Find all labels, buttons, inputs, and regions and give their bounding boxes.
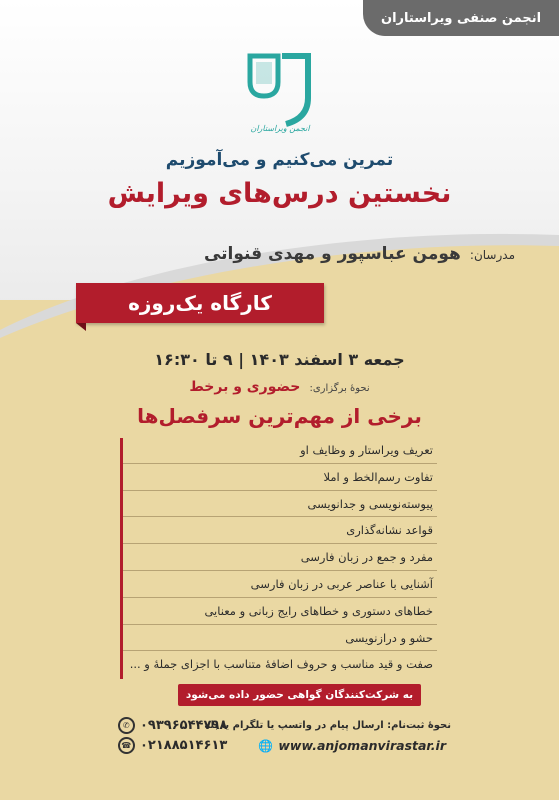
registration-info: نحوهٔ ثبت‌نام: ارسال پیام در واتسپ یا تلگرام یا بله bbox=[204, 720, 451, 731]
topic-divider bbox=[123, 543, 437, 544]
topic-text: مفرد و جمع در زبان فارسی bbox=[300, 550, 433, 565]
topic-text: آشنایی با عناصر عربی در زبان فارسی bbox=[250, 576, 433, 591]
topic-divider bbox=[123, 650, 437, 651]
mode-label: نحوهٔ برگزاری: bbox=[309, 383, 370, 394]
certificate-notice: به شرکت‌کنندگان گواهی حضور داده می‌شود bbox=[178, 684, 421, 706]
teachers-names: هومن عباسپور و مهدی قنواتی bbox=[203, 244, 461, 264]
website-link[interactable] bbox=[258, 738, 446, 753]
website-url: www.anjomanvirastar.ir bbox=[278, 738, 446, 753]
topic-item bbox=[120, 438, 437, 465]
workshop-title: نخستین درس‌های ویرایش bbox=[107, 178, 452, 209]
topic-divider bbox=[123, 597, 437, 598]
mode-value: حضوری و برخط bbox=[189, 379, 301, 395]
teachers-line bbox=[204, 244, 515, 264]
topic-text: تفاوت رسم‌الخط و املا bbox=[323, 469, 433, 484]
topic-item bbox=[120, 545, 437, 572]
topic-item bbox=[120, 626, 437, 653]
date-time: جمعه ۳ اسفند ۱۴۰۳ | ۹ تا ۱۶:۳۰ bbox=[154, 350, 405, 369]
teachers-label: مدرسان: bbox=[469, 248, 515, 262]
topic-text: قواعد نشانه‌گذاری bbox=[346, 523, 433, 538]
topic-text: تعریف ویراستار و وظایف او bbox=[300, 443, 433, 457]
whatsapp-icon: ✆ bbox=[118, 717, 135, 734]
whatsapp-number: ۰۹۳۹۶۵۴۴۷۹۸ bbox=[140, 718, 228, 733]
slogan: تمرین می‌کنیم و می‌آموزیم bbox=[165, 150, 394, 170]
phone-contact[interactable] bbox=[118, 737, 227, 754]
association-badge: انجمن صنفی ویراستاران bbox=[363, 0, 559, 36]
banner-fold bbox=[76, 323, 86, 331]
topic-text: خطاهای دستوری و خطاهای رایج زبانی و معنایی bbox=[204, 603, 433, 618]
topic-divider bbox=[123, 624, 437, 625]
topic-divider bbox=[123, 463, 437, 464]
topic-item bbox=[120, 599, 437, 626]
topic-item bbox=[120, 652, 437, 679]
topic-text: صفت و قید مناسب و حروف اضافهٔ متناسب با اجزای جملهٔ و ... bbox=[129, 657, 433, 672]
topic-text: حشو و درازنویسی bbox=[345, 630, 433, 645]
topic-divider bbox=[123, 516, 437, 517]
logo-caption: انجمن ویراستاران bbox=[250, 124, 310, 133]
topic-divider bbox=[123, 570, 437, 571]
association-logo-icon bbox=[244, 46, 314, 136]
phone-number: ۰۲۱۸۸۵۱۴۶۱۳ bbox=[140, 738, 228, 753]
phone-icon: ☎ bbox=[118, 737, 135, 754]
workshop-banner: کارگاه یک‌روزه bbox=[76, 283, 324, 323]
topic-item bbox=[120, 492, 437, 519]
topics-heading: برخی از مهم‌ترین سرفصل‌ها bbox=[137, 404, 422, 428]
topic-divider bbox=[123, 490, 437, 491]
topic-list bbox=[120, 438, 437, 679]
topic-item bbox=[120, 518, 437, 545]
topic-text: پیوسته‌نویسی و جدانویسی bbox=[307, 496, 433, 511]
topic-item bbox=[120, 572, 437, 599]
topic-item bbox=[120, 465, 437, 492]
attendance-mode bbox=[0, 376, 559, 395]
globe-icon: 🌐 bbox=[258, 738, 274, 753]
